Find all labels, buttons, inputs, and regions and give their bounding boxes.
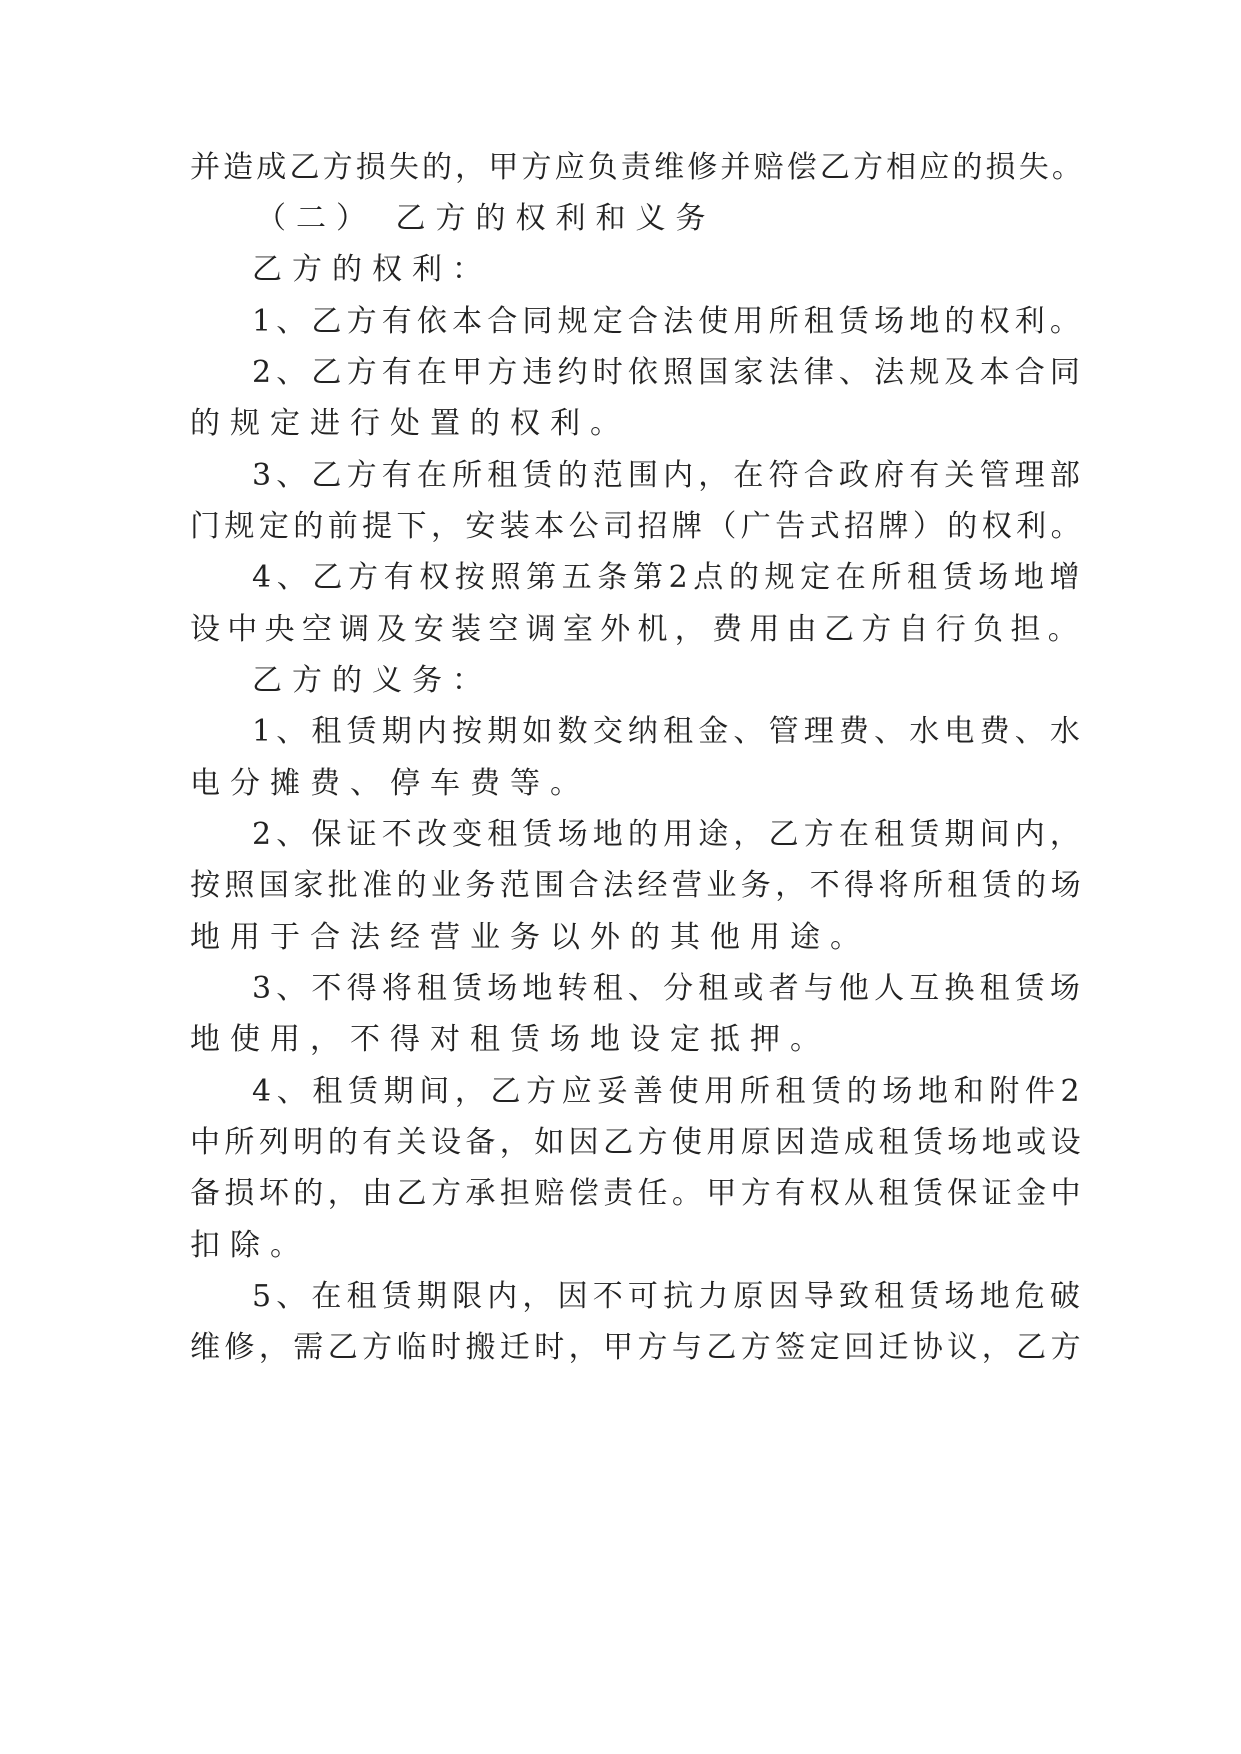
subsection-heading: 乙方的权利： [252,252,492,287]
paragraph-line: 并造成乙方损失的，甲方应负责维修并赔偿乙方相应的损失。 [190,150,1085,185]
paragraph-line: 门规定的前提下，安装本公司招牌（广告式招牌）的权利。 [190,509,1085,544]
paragraph-line: 地用于合法经营业务以外的其他用途。 [190,920,870,955]
paragraph-line: 地使用，不得对租赁场地设定抵押。 [190,1022,830,1057]
paragraph-line: 按照国家批准的业务范围合法经营业务，不得将所租赁的场 [190,868,1085,903]
paragraph-line: 扣除。 [190,1228,310,1263]
paragraph-line: 的规定进行处置的权利。 [190,406,630,441]
paragraph-line: 2、乙方有在甲方违约时依照国家法律、法规及本合同 [252,355,1086,390]
paragraph-line: 电分摊费、停车费等。 [190,766,590,801]
paragraph-line: 3、乙方有在所租赁的范围内，在符合政府有关管理部 [252,458,1086,493]
paragraph-line: 4、乙方有权按照第五条第2点的规定在所租赁场地增 [252,560,1086,595]
paragraph-line: 2、保证不改变租赁场地的用途，乙方在租赁期间内， [252,817,1086,852]
subsection-heading: 乙方的义务： [252,663,492,698]
paragraph-line: 设中央空调及安装空调室外机，费用由乙方自行负担。 [190,612,1085,647]
paragraph-line: 3、不得将租赁场地转租、分租或者与他人互换租赁场 [252,971,1086,1006]
paragraph-line: 4、租赁期间，乙方应妥善使用所租赁的场地和附件2 [252,1074,1086,1109]
paragraph-line: 备损坏的，由乙方承担赔偿责任。甲方有权从租赁保证金中 [190,1176,1085,1211]
paragraph-line: 维修，需乙方临时搬迁时，甲方与乙方签定回迁协议，乙方 [190,1330,1085,1365]
paragraph-line: 5、在租赁期限内，因不可抗力原因导致租赁场地危破 [252,1279,1086,1314]
paragraph-line: 中所列明的有关设备，如因乙方使用原因造成租赁场地或设 [190,1125,1085,1160]
paragraph-line: 1、租赁期内按期如数交纳租金、管理费、水电费、水 [252,714,1086,749]
section-heading: （二） 乙方的权利和义务 [256,201,716,236]
paragraph-line: 1、乙方有依本合同规定合法使用所租赁场地的权利。 [252,304,1086,339]
